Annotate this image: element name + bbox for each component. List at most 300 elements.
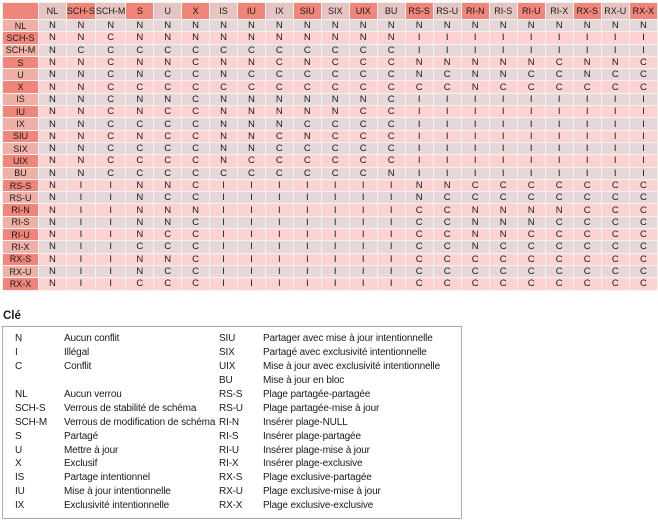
matrix-cell: N [154, 32, 182, 44]
column-header: SCH-M [96, 3, 127, 20]
matrix-cell: C [630, 278, 658, 290]
legend-desc: Exclusif [64, 458, 98, 470]
matrix-cell: C [182, 69, 210, 81]
matrix-cell: I [518, 94, 546, 106]
row-header: RI-S [3, 217, 39, 229]
matrix-cell: N [210, 20, 238, 32]
matrix-cell: I [434, 131, 462, 143]
matrix-cell: C [462, 254, 490, 266]
matrix-cell: N [238, 20, 266, 32]
matrix-cell: C [434, 217, 462, 229]
matrix-cell: I [602, 118, 630, 130]
matrix-cell: C [96, 106, 127, 118]
row-header: SIU [3, 131, 39, 143]
matrix-cell: C [378, 69, 406, 81]
matrix-cell: C [322, 69, 350, 81]
matrix-cell: N [294, 131, 322, 143]
matrix-cell: C [378, 94, 406, 106]
matrix-cell: I [518, 131, 546, 143]
matrix-cell: I [406, 106, 434, 118]
matrix-cell: I [630, 32, 658, 44]
matrix-cell: I [350, 192, 378, 204]
matrix-cell: C [96, 94, 127, 106]
matrix-cell: C [154, 168, 182, 180]
matrix-cell: I [630, 168, 658, 180]
matrix-cell: C [126, 81, 154, 93]
matrix-cell: C [322, 143, 350, 155]
matrix-cell: I [490, 45, 518, 57]
matrix-cell: N [434, 20, 462, 32]
legend-abbr [15, 374, 64, 388]
matrix-cell: N [238, 106, 266, 118]
matrix-cell: I [238, 266, 266, 278]
matrix-cell: I [350, 204, 378, 216]
matrix-cell: I [602, 131, 630, 143]
legend-title: Clé [3, 310, 21, 322]
matrix-cell: I [322, 229, 350, 241]
matrix-cell: N [154, 180, 182, 192]
matrix-body [3, 20, 658, 291]
matrix-cell: I [210, 254, 238, 266]
matrix-cell: C [546, 229, 574, 241]
matrix-cell: C [434, 192, 462, 204]
matrix-cell: C [154, 143, 182, 155]
matrix-cell: I [294, 266, 322, 278]
matrix-row [3, 69, 658, 81]
matrix-cell: N [154, 204, 182, 216]
matrix-cell: N [322, 32, 350, 44]
matrix-cell: N [406, 180, 434, 192]
matrix-cell: N [266, 94, 294, 106]
matrix-cell: I [574, 94, 602, 106]
matrix-cell: N [238, 143, 266, 155]
legend-abbr: BU [219, 375, 233, 387]
matrix-cell: C [490, 254, 518, 266]
matrix-cell: I [96, 217, 127, 229]
matrix-cell: C [182, 217, 210, 229]
matrix-cell: C [602, 192, 630, 204]
matrix-cell: C [154, 106, 182, 118]
legend-desc: Insérer plage-partagée [263, 430, 361, 442]
matrix-cell: I [434, 143, 462, 155]
matrix-cell: C [182, 254, 210, 266]
matrix-cell: I [322, 266, 350, 278]
matrix-cell: C [406, 217, 434, 229]
matrix-cell: N [322, 20, 350, 32]
row-header: IX [3, 118, 39, 130]
matrix-row [3, 118, 658, 130]
matrix-cell: N [210, 106, 238, 118]
legend-desc: Plage partagée-partagée [263, 389, 371, 400]
legend-abbr: IS [15, 472, 25, 484]
matrix-cell: N [39, 106, 67, 118]
matrix-cell: I [490, 94, 518, 106]
matrix-cell: C [154, 81, 182, 93]
matrix-cell: N [126, 204, 154, 216]
matrix-cell: N [602, 20, 630, 32]
matrix-cell: N [67, 57, 96, 69]
matrix-cell: I [67, 204, 96, 216]
matrix-cell: C [350, 69, 378, 81]
matrix-cell: C [322, 118, 350, 130]
matrix-cell: I [490, 118, 518, 130]
matrix-cell: I [406, 131, 434, 143]
legend-row [15, 346, 459, 360]
matrix-cell: N [462, 204, 490, 216]
matrix-cell: I [574, 45, 602, 57]
matrix-cell: N [39, 266, 67, 278]
matrix-row [3, 81, 658, 93]
matrix-cell: I [406, 118, 434, 130]
matrix-cell: I [630, 155, 658, 167]
matrix-cell: N [39, 204, 67, 216]
matrix-cell: I [67, 217, 96, 229]
matrix-cell: N [67, 168, 96, 180]
matrix-cell: C [182, 106, 210, 118]
matrix-cell: C [602, 217, 630, 229]
matrix-cell: C [182, 94, 210, 106]
matrix-cell: N [266, 106, 294, 118]
matrix-cell: N [154, 217, 182, 229]
matrix-cell: C [630, 217, 658, 229]
column-header: RX-X [630, 3, 658, 20]
matrix-cell: C [546, 278, 574, 290]
matrix-cell: C [518, 254, 546, 266]
legend-desc: Verrous de stabilité de schéma [64, 402, 197, 414]
matrix-cell: N [602, 57, 630, 69]
matrix-cell: I [462, 155, 490, 167]
matrix-cell: N [67, 69, 96, 81]
column-header: RI-U [518, 3, 546, 20]
matrix-cell: C [378, 131, 406, 143]
matrix-cell: N [350, 94, 378, 106]
column-header: RI-X [546, 3, 574, 20]
matrix-cell: I [518, 155, 546, 167]
matrix-cell: C [434, 69, 462, 81]
matrix-cell: I [266, 266, 294, 278]
matrix-cell: I [574, 143, 602, 155]
matrix-cell: N [294, 106, 322, 118]
matrix-cell: I [378, 241, 406, 253]
matrix-cell: C [574, 204, 602, 216]
legend-abbr: RX-U [219, 486, 243, 498]
legend-abbr: U [15, 444, 23, 456]
matrix-cell: N [39, 131, 67, 143]
matrix-cell: C [406, 204, 434, 216]
matrix-cell: N [126, 32, 154, 44]
matrix-cell: C [126, 168, 154, 180]
legend-row [15, 485, 459, 499]
matrix-cell: I [462, 32, 490, 44]
matrix-cell: C [574, 266, 602, 278]
matrix-cell: I [350, 254, 378, 266]
matrix-cell: I [238, 229, 266, 241]
legend-row [15, 471, 459, 485]
legend-desc: Mise à jour en bloc [263, 375, 345, 387]
matrix-cell: C [350, 57, 378, 69]
legend-row [15, 429, 459, 443]
matrix-cell: I [378, 180, 406, 192]
matrix-cell: I [490, 143, 518, 155]
matrix-cell: C [518, 278, 546, 290]
matrix-cell: C [602, 241, 630, 253]
matrix-cell: C [602, 180, 630, 192]
matrix-cell: C [96, 155, 127, 167]
matrix-cell: C [154, 45, 182, 57]
matrix-cell: N [490, 69, 518, 81]
matrix-cell: I [378, 254, 406, 266]
matrix-cell: C [630, 229, 658, 241]
matrix-cell: N [210, 131, 238, 143]
matrix-cell: I [67, 229, 96, 241]
matrix-cell: I [462, 45, 490, 57]
legend-row [15, 443, 459, 457]
matrix-cell: N [39, 192, 67, 204]
matrix-cell: C [378, 81, 406, 93]
matrix-cell: C [350, 143, 378, 155]
matrix-cell: C [630, 69, 658, 81]
matrix-cell: I [546, 32, 574, 44]
matrix-cell: C [630, 180, 658, 192]
matrix-cell: I [406, 94, 434, 106]
matrix-cell: N [96, 20, 127, 32]
matrix-cell: C [574, 254, 602, 266]
matrix-cell: I [294, 204, 322, 216]
matrix-cell: I [546, 94, 574, 106]
matrix-cell: I [266, 192, 294, 204]
legend-desc: Mise à jour intentionnelle [64, 486, 171, 498]
matrix-cell: N [67, 143, 96, 155]
matrix-cell: C [96, 57, 127, 69]
matrix-cell: I [630, 131, 658, 143]
matrix-cell: N [462, 229, 490, 241]
matrix-cell: N [350, 32, 378, 44]
matrix-cell: I [322, 241, 350, 253]
matrix-cell: C [602, 254, 630, 266]
matrix-cell: C [96, 143, 127, 155]
matrix-cell: N [238, 94, 266, 106]
matrix-cell: N [67, 106, 96, 118]
matrix-cell: I [96, 254, 127, 266]
matrix-cell: C [154, 278, 182, 290]
matrix-cell: C [602, 266, 630, 278]
legend-row [15, 374, 459, 388]
matrix-cell: C [96, 81, 127, 93]
matrix-cell: C [182, 168, 210, 180]
matrix-cell: C [630, 241, 658, 253]
column-header: IS [210, 3, 238, 20]
matrix-cell: C [182, 180, 210, 192]
row-header: NL [3, 20, 39, 32]
matrix-cell: I [294, 229, 322, 241]
matrix-cell: I [406, 143, 434, 155]
matrix-cell: I [238, 241, 266, 253]
matrix-cell: N [462, 20, 490, 32]
matrix-row [3, 131, 658, 143]
matrix-cell: I [322, 204, 350, 216]
matrix-cell: N [126, 57, 154, 69]
row-header: BU [3, 168, 39, 180]
row-header: RX-U [3, 266, 39, 278]
legend-desc: Exclusivité intentionnelle [64, 500, 170, 512]
matrix-cell: C [182, 143, 210, 155]
legend-desc: Insérer plage-NULL [263, 416, 348, 428]
matrix-cell: N [126, 69, 154, 81]
matrix-cell: N [238, 57, 266, 69]
matrix-row [3, 254, 658, 266]
matrix-cell: I [462, 94, 490, 106]
legend-desc: Partagé avec exclusivité intentionnelle [263, 347, 427, 359]
legend-desc: Partager avec mise à jour intentionnelle [263, 333, 433, 345]
matrix-cell: C [154, 241, 182, 253]
matrix-cell: I [96, 229, 127, 241]
matrix-cell: I [518, 106, 546, 118]
matrix-cell: I [602, 94, 630, 106]
column-header: RX-U [602, 3, 630, 20]
matrix-cell: I [462, 106, 490, 118]
matrix-cell: I [434, 155, 462, 167]
matrix-cell: I [574, 32, 602, 44]
matrix-row [3, 57, 658, 69]
matrix-cell: C [602, 229, 630, 241]
matrix-cell: C [378, 155, 406, 167]
matrix-cell: C [322, 81, 350, 93]
matrix-cell: N [126, 94, 154, 106]
column-header: RI-S [490, 3, 518, 20]
legend-desc: Partage intentionnel [64, 472, 150, 484]
legend-desc: Aucun verrou [64, 389, 122, 400]
row-header: U [3, 69, 39, 81]
matrix-row [3, 180, 658, 192]
legend-abbr: RS-U [219, 402, 243, 414]
matrix-cell: I [96, 192, 127, 204]
matrix-cell: C [126, 278, 154, 290]
matrix-cell: I [322, 192, 350, 204]
matrix-cell: C [350, 131, 378, 143]
matrix-cell: N [266, 32, 294, 44]
column-header: IX [266, 3, 294, 20]
column-header: SIU [294, 3, 322, 20]
matrix-cell: I [210, 192, 238, 204]
matrix-cell: I [350, 266, 378, 278]
matrix-cell: C [518, 229, 546, 241]
matrix-cell: N [266, 118, 294, 130]
legend-abbr: IU [15, 486, 25, 498]
matrix-cell: C [350, 155, 378, 167]
matrix-cell: I [602, 45, 630, 57]
matrix-cell: C [182, 241, 210, 253]
matrix-cell: N [462, 241, 490, 253]
matrix-cell: I [266, 180, 294, 192]
matrix-row [3, 20, 658, 32]
matrix-cell: C [154, 131, 182, 143]
matrix-cell: C [406, 229, 434, 241]
matrix-cell: I [490, 168, 518, 180]
matrix-cell: C [126, 241, 154, 253]
matrix-cell: I [266, 241, 294, 253]
column-header: X [182, 3, 210, 20]
matrix-cell: I [96, 241, 127, 253]
matrix-row [3, 168, 658, 180]
matrix-cell: C [294, 155, 322, 167]
matrix-cell: C [182, 278, 210, 290]
matrix-cell: N [126, 229, 154, 241]
matrix-cell: N [490, 204, 518, 216]
legend-abbr: SCH-M [15, 416, 48, 428]
legend-row [15, 360, 459, 374]
matrix-cell: I [322, 180, 350, 192]
matrix-cell: N [462, 69, 490, 81]
matrix-cell: I [266, 278, 294, 290]
matrix-cell: I [434, 106, 462, 118]
matrix-cell: C [546, 69, 574, 81]
matrix-cell: C [182, 155, 210, 167]
matrix-cell: I [490, 32, 518, 44]
matrix-cell: N [39, 278, 67, 290]
matrix-cell: I [602, 143, 630, 155]
matrix-cell: C [266, 81, 294, 93]
matrix-cell: N [39, 81, 67, 93]
matrix-cell: I [490, 131, 518, 143]
row-header: RX-X [3, 278, 39, 290]
matrix-cell: N [574, 20, 602, 32]
legend-abbr: RX-S [219, 472, 243, 484]
matrix-cell: N [126, 217, 154, 229]
matrix-cell: C [350, 118, 378, 130]
row-header: RX-S [3, 254, 39, 266]
matrix-cell: N [294, 20, 322, 32]
matrix-cell: I [546, 155, 574, 167]
matrix-row [3, 106, 658, 118]
matrix-cell: C [238, 168, 266, 180]
legend-row [15, 457, 459, 471]
matrix-cell: I [602, 168, 630, 180]
matrix-cell: I [574, 118, 602, 130]
legend-abbr: X [15, 458, 22, 470]
matrix-cell: C [294, 69, 322, 81]
matrix-cell: C [378, 118, 406, 130]
legend-desc: Insérer plage-exclusive [263, 458, 363, 470]
matrix-cell: I [294, 180, 322, 192]
matrix-cell: N [574, 69, 602, 81]
matrix-cell: I [434, 45, 462, 57]
matrix-cell: C [266, 57, 294, 69]
matrix-cell: N [182, 204, 210, 216]
matrix-cell: C [518, 192, 546, 204]
matrix-cell: N [238, 32, 266, 44]
matrix-cell: I [434, 168, 462, 180]
matrix-cell: C [294, 143, 322, 155]
matrix-cell: C [546, 217, 574, 229]
row-header: RI-X [3, 241, 39, 253]
matrix-cell: C [266, 143, 294, 155]
matrix-cell: C [490, 278, 518, 290]
matrix-cell: I [630, 94, 658, 106]
row-header: IU [3, 106, 39, 118]
matrix-cell: I [238, 278, 266, 290]
matrix-cell: I [602, 32, 630, 44]
matrix-cell: C [630, 266, 658, 278]
legend-desc: Illégal [64, 347, 90, 359]
legend-abbr: S [15, 430, 22, 442]
matrix-cell: N [210, 94, 238, 106]
matrix-cell: C [406, 81, 434, 93]
matrix-cell: I [518, 32, 546, 44]
matrix-cell: C [490, 192, 518, 204]
matrix-cell: C [574, 278, 602, 290]
matrix-cell: N [182, 32, 210, 44]
matrix-cell: C [350, 168, 378, 180]
